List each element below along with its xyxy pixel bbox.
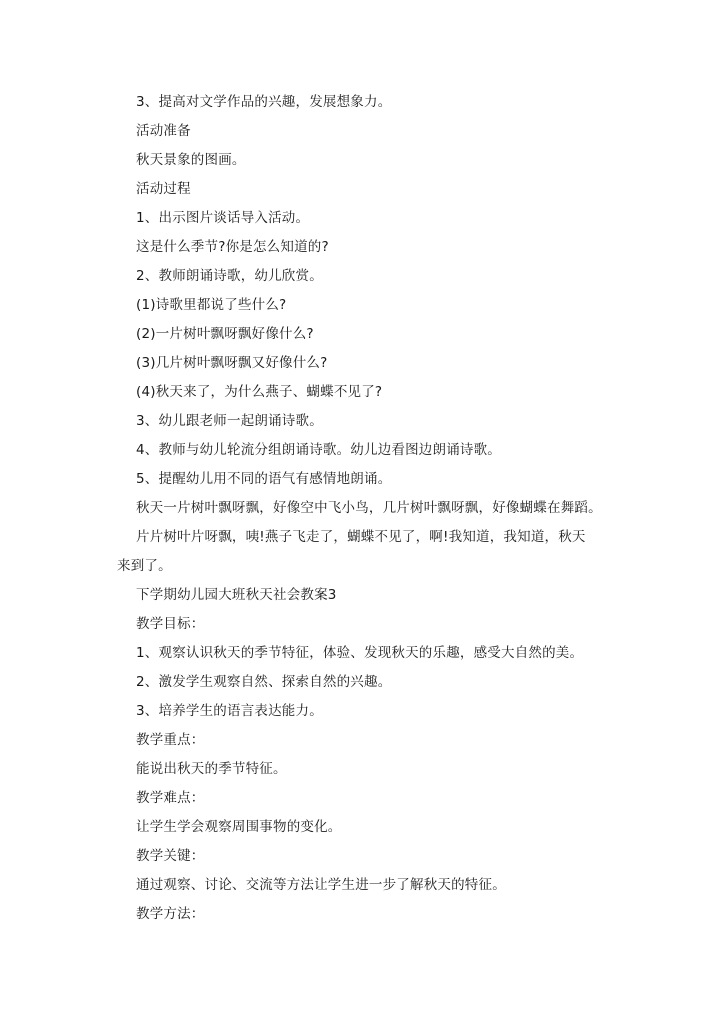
poem-line-continuation: 来到了。: [117, 558, 172, 574]
text-line: 5、提醒幼儿用不同的语气有感情地朗诵。: [136, 471, 392, 487]
text-line: 3、提高对文学作品的兴趣，发展想象力。: [136, 94, 392, 110]
section-heading: 教学目标：: [136, 616, 205, 632]
section-heading: 活动准备: [136, 123, 191, 139]
poem-line: 秋天一片树叶飘呀飘，好像空中飞小鸟，几片树叶飘呀飘，好像蝴蝶在舞蹈。: [136, 500, 602, 516]
text-line: 让学生学会观察周围事物的变化。: [136, 819, 342, 835]
text-line: 4、教师与幼儿轮流分组朗诵诗歌。幼儿边看图边朗诵诗歌。: [136, 442, 501, 458]
text-line: 1、出示图片谈话导入活动。: [136, 210, 310, 226]
text-line: (1)诗歌里都说了些什么?: [136, 297, 287, 313]
section-heading: 教学难点：: [136, 790, 205, 806]
lesson-title: 下学期幼儿园大班秋天社会教案3: [136, 587, 337, 603]
text-line: 秋天景象的图画。: [136, 152, 246, 168]
text-line: 能说出秋天的季节特征。: [136, 761, 287, 777]
section-heading: 教学方法：: [136, 906, 205, 922]
document-body: [0, 88, 720, 929]
text-line: (2)一片树叶飘呀飘好像什么?: [136, 326, 314, 342]
text-line: 2、教师朗诵诗歌，幼儿欣赏。: [136, 268, 323, 284]
section-heading: 教学重点：: [136, 732, 205, 748]
text-line: 3、幼儿跟老师一起朗诵诗歌。: [136, 413, 323, 429]
text-line: 这是什么季节?你是怎么知道的?: [136, 239, 329, 255]
section-heading: 教学关键：: [136, 848, 205, 864]
text-line: 2、激发学生观察自然、探索自然的兴趣。: [136, 674, 392, 690]
text-line: (3)几片树叶飘呀飘又好像什么?: [136, 355, 328, 371]
poem-line: 片片树叶片呀飘，咦!燕子飞走了，蝴蝶不见了，啊!我知道，我知道，秋天: [136, 529, 586, 545]
text-line: 3、培养学生的语言表达能力。: [136, 703, 323, 719]
text-line: (4)秋天来了，为什么燕子、蝴蝶不见了?: [136, 384, 383, 400]
text-line: 1、观察认识秋天的季节特征，体验、发现秋天的乐趣，感受大自然的美。: [136, 645, 584, 661]
text-line: 通过观察、讨论、交流等方法让学生进一步了解秋天的特征。: [136, 877, 506, 893]
section-heading: 活动过程: [136, 181, 191, 197]
